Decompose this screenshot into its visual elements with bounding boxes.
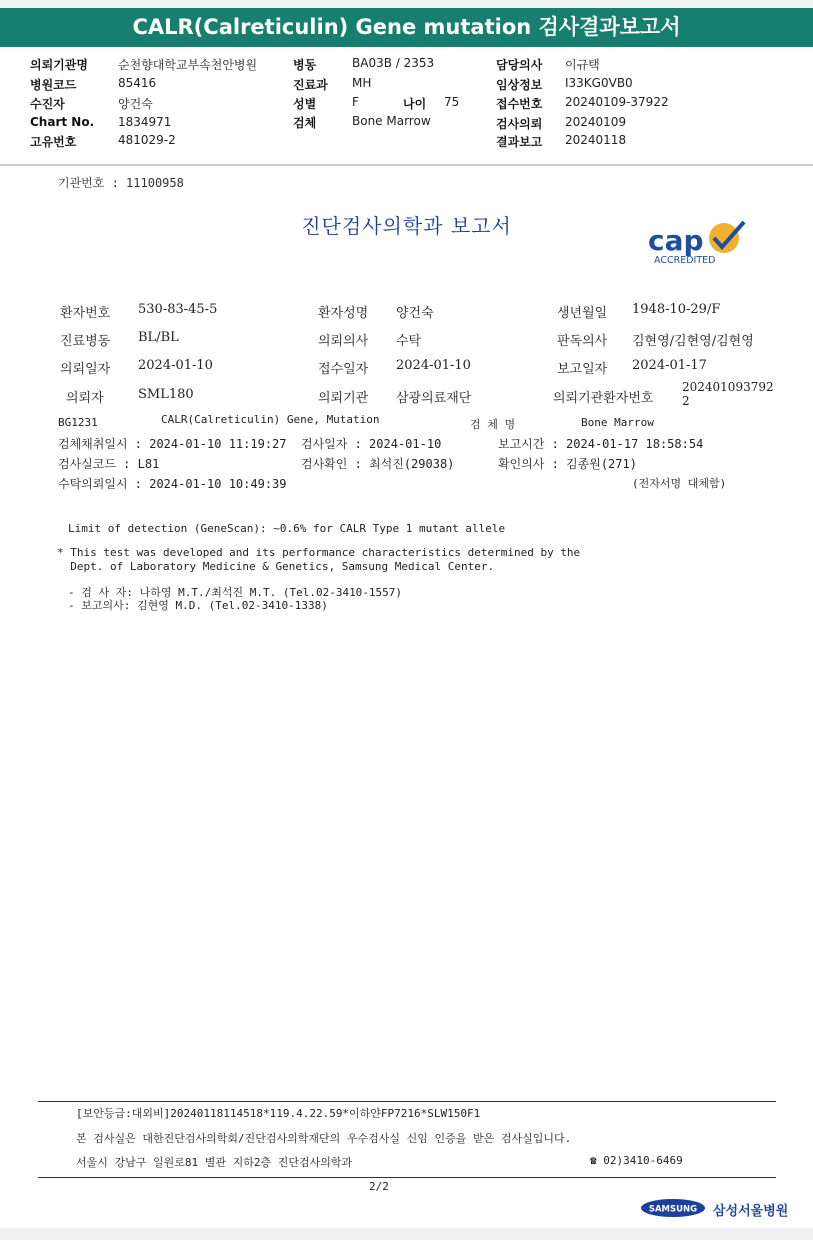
samsung-logo-text: SAMSUNG	[648, 1204, 698, 1215]
field-label: 의뢰기관	[318, 391, 369, 406]
cap-logo-text: cap	[648, 224, 704, 257]
page-number: 2/2	[369, 1180, 389, 1193]
field-label: 접수일자	[318, 362, 369, 377]
specimen-value: Bone Marrow	[581, 416, 654, 429]
lab-address: 서울시 강남구 일원로81 별관 지하2층 진단검사의학과	[76, 1156, 353, 1169]
patient-info-header	[0, 47, 813, 165]
header-value: BA03B / 2353	[352, 56, 435, 70]
header-value: 1834971	[118, 115, 172, 129]
footer-bottom-rule	[38, 1177, 776, 1178]
header-value: 20240118	[565, 133, 627, 147]
e-signature-note: (전자서명 대체함)	[632, 477, 727, 490]
field-value: SML180	[138, 387, 194, 402]
header-value: 20240109	[565, 115, 627, 129]
header-value: Bone Marrow	[352, 114, 431, 128]
header-label: 고유번호	[30, 135, 77, 149]
certification-statement: 본 검사실은 대한진단검사의학회/진단검사의학재단의 우수검사실 신임 인증을 받은 검사실입니다.	[76, 1132, 572, 1145]
field-label: 생년월일	[557, 306, 608, 321]
header-label: 병동	[293, 58, 317, 72]
header-value: 순천향대학교부속천안병원	[118, 58, 258, 72]
header-value: MH	[352, 76, 372, 90]
detail-col-a: 검체채취일시 : 2024-01-10 11:19:27	[58, 437, 287, 451]
bottom-margin	[0, 1228, 813, 1240]
header-label: 결과보고	[496, 135, 543, 149]
header-value: 481029-2	[118, 133, 176, 147]
field-value: 2024-01-10	[396, 358, 471, 373]
field-value: BL/BL	[138, 330, 179, 345]
lab-phone: ☎ 02)3410-6469	[590, 1154, 683, 1167]
field-label: 환자성명	[318, 306, 369, 321]
field-value: 김현영/김현영/김현영	[632, 334, 754, 349]
field-value: 양건숙	[396, 306, 434, 321]
field-label: 의뢰기관환자번호	[553, 391, 654, 406]
header-value: 75	[444, 95, 460, 109]
detail-col-a: 검사실코드 : L81	[58, 457, 160, 471]
field-label: 보고일자	[557, 362, 608, 377]
header-label: 수진자	[30, 97, 65, 111]
header-label: 검체	[293, 116, 317, 130]
field-label: 의뢰자	[66, 391, 104, 406]
report-header-title: CALR(Calreticulin) Gene mutation 검사결과보고서	[0, 8, 813, 47]
header-divider	[0, 164, 813, 166]
field-value-wrap: 2	[682, 394, 690, 408]
field-value: 삼광의료재단	[396, 391, 472, 406]
header-label: 성별	[293, 97, 317, 111]
test-code: BG1231	[58, 416, 98, 429]
header-value: 이규택	[565, 58, 600, 72]
field-value: 1948-10-29/F	[632, 302, 721, 317]
header-label: 담당의사	[496, 58, 543, 72]
field-label: 판독의사	[557, 334, 608, 349]
header-label: 병원코드	[30, 78, 77, 92]
header-value: 85416	[118, 76, 157, 90]
hospital-name: 삼성서울병원	[713, 1204, 789, 1219]
field-label: 의뢰일자	[60, 362, 111, 377]
header-label: 의뢰기관명	[30, 58, 88, 72]
tester-info: - 검 사 자: 나하영 M.T./최석진 M.T. (Tel.02-3410-1557)	[68, 586, 403, 599]
footer-top-rule	[38, 1101, 776, 1102]
header-label: 접수번호	[496, 97, 543, 111]
samsung-logo	[640, 1198, 706, 1218]
detail-col-c: 확인의사 : 김종원(271)	[498, 457, 637, 471]
cap-accredited-logo	[646, 220, 751, 268]
field-value: 202401093792	[682, 380, 774, 394]
header-value: I33KG0VB0	[565, 76, 633, 90]
header-value: 양건숙	[118, 97, 153, 111]
header-label: Chart No.	[30, 115, 95, 129]
cap-logo-subtext: ACCREDITED	[654, 255, 716, 266]
field-value: 530-83-45-5	[138, 302, 218, 317]
test-name: CALR(Calreticulin) Gene, Mutation	[161, 413, 380, 426]
report-title: 진단검사의학과 보고서	[301, 214, 512, 238]
specimen-label: 검 체 명	[470, 418, 516, 431]
institution-number: 기관번호 : 11100958	[58, 176, 184, 190]
header-label: 검사의뢰	[496, 117, 543, 131]
field-value: 수탁	[396, 334, 422, 349]
field-value: 2024-01-10	[138, 358, 213, 373]
detail-col-b: 검사확인 : 최석진(29038)	[301, 457, 455, 471]
field-label: 환자번호	[60, 306, 111, 321]
development-note-line1: * This test was developed and its performance characteristics determined by the	[57, 546, 581, 559]
header-label: 진료과	[293, 78, 328, 92]
top-margin	[0, 0, 813, 8]
header-label: 나이	[403, 97, 427, 111]
detail-col-c: 보고시간 : 2024-01-17 18:58:54	[498, 437, 704, 451]
detail-col-a: 수탁의뢰일시 : 2024-01-10 10:49:39	[58, 477, 287, 491]
field-value: 2024-01-17	[632, 358, 707, 373]
header-value: F	[352, 95, 359, 109]
header-label: 임상정보	[496, 78, 543, 92]
reporting-doctor-info: - 보고의사: 김현영 M.D. (Tel.02-3410-1338)	[68, 599, 328, 612]
development-note-line2: Dept. of Laboratory Medicine & Genetics, Samsung Medical Center.	[57, 560, 495, 573]
detail-col-b: 검사일자 : 2024-01-10	[301, 437, 442, 451]
security-grade: [보안등급:대외비]20240118114518*119.4.22.59*이하얀FP7216*SLW150F1	[76, 1107, 481, 1120]
limit-of-detection: Limit of detection (GeneScan): ~0.6% for CALR Type 1 mutant allele	[68, 522, 506, 535]
header-value: 20240109-37922	[565, 95, 669, 109]
field-label: 의뢰의사	[318, 334, 369, 349]
field-label: 진료병동	[60, 334, 111, 349]
